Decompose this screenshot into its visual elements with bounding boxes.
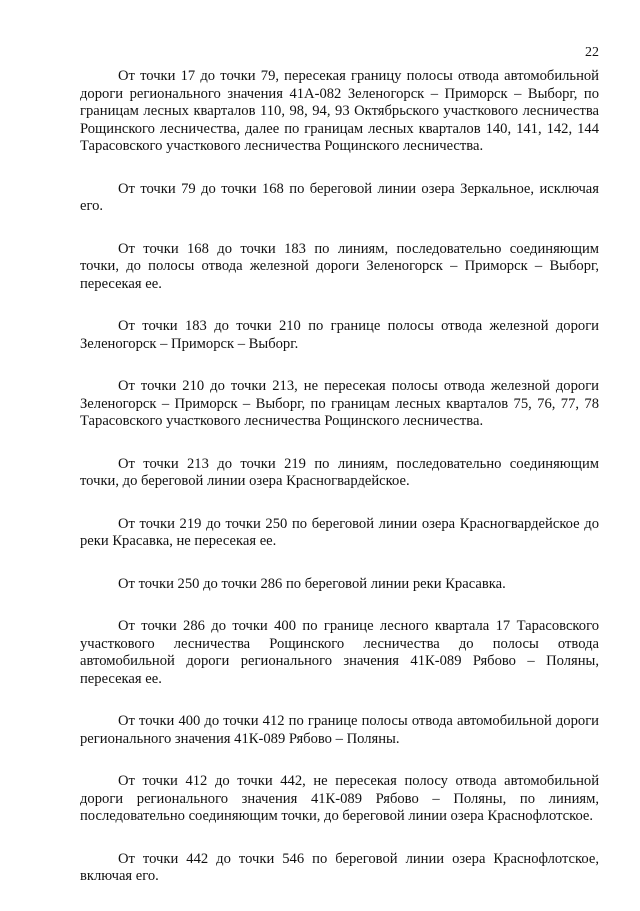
document-body xyxy=(80,68,599,911)
paragraph: От точки 400 до точки 412 по границе полосы отвода автомобильной дороги регионального значения 41К-089 Рябово – Поляны. xyxy=(80,713,599,747)
paragraph: От точки 286 до точки 400 по границе лесного квартала 17 Тарасовского участкового лесничества Рощинского лесничества до полосы отвода автомобильной дороги регионального значения 41К-089 Рябово – Поляны, пересекая ее. xyxy=(80,618,599,687)
page-number: 22 xyxy=(585,45,599,60)
paragraph: От точки 213 до точки 219 по линиям, последовательно соединяющим точки, до береговой линии озера Красногвардейское. xyxy=(80,455,599,489)
paragraph: От точки 250 до точки 286 по береговой линии реки Красавка. xyxy=(118,575,506,592)
paragraph: От точки 412 до точки 442, не пересекая полосу отвода автомобильной дороги регионального значения 41К-089 Рябово – Поляны, по линиям, последовательно соединяющим точки, до береговой линии озера Краснофлотское. xyxy=(80,773,599,824)
paragraph: От точки 210 до точки 213, не пересекая полосы отвода железной дороги Зеленогорск – Приморск – Выборг, по границам лесных кварталов 75, 76, 77, 78 Тарасовского участкового лесничества Рощинского лесничества. xyxy=(80,378,599,429)
paragraph: От точки 219 до точки 250 по береговой линии озера Красногвардейское до реки Красавка, не пересекая ее. xyxy=(80,515,599,549)
paragraph: От точки 79 до точки 168 по береговой линии озера Зеркальное, исключая его. xyxy=(80,180,599,214)
paragraph: От точки 17 до точки 79, пересекая границу полосы отвода автомобильной дороги регионального значения 41А-082 Зеленогорск – Приморск – Выборг, по границам лесных кварталов 110, 98, 94, 93 Октябрьского участкового лесничества Рощинского лесничества, далее по границам лесных кварталов 140, 141, 142, 144 Тарасовского участкового лесничества Рощинского лесничества. xyxy=(80,68,599,154)
paragraph: От точки 442 до точки 546 по береговой линии озера Краснофлотское, включая его. xyxy=(80,850,599,884)
paragraph: От точки 168 до точки 183 по линиям, последовательно соединяющим точки, до полосы отвода железной дороги Зеленогорск – Приморск – Выборг, пересекая ее. xyxy=(80,240,599,292)
paragraph: От точки 183 до точки 210 по границе полосы отвода железной дороги Зеленогорск – Приморск – Выборг. xyxy=(80,318,599,352)
